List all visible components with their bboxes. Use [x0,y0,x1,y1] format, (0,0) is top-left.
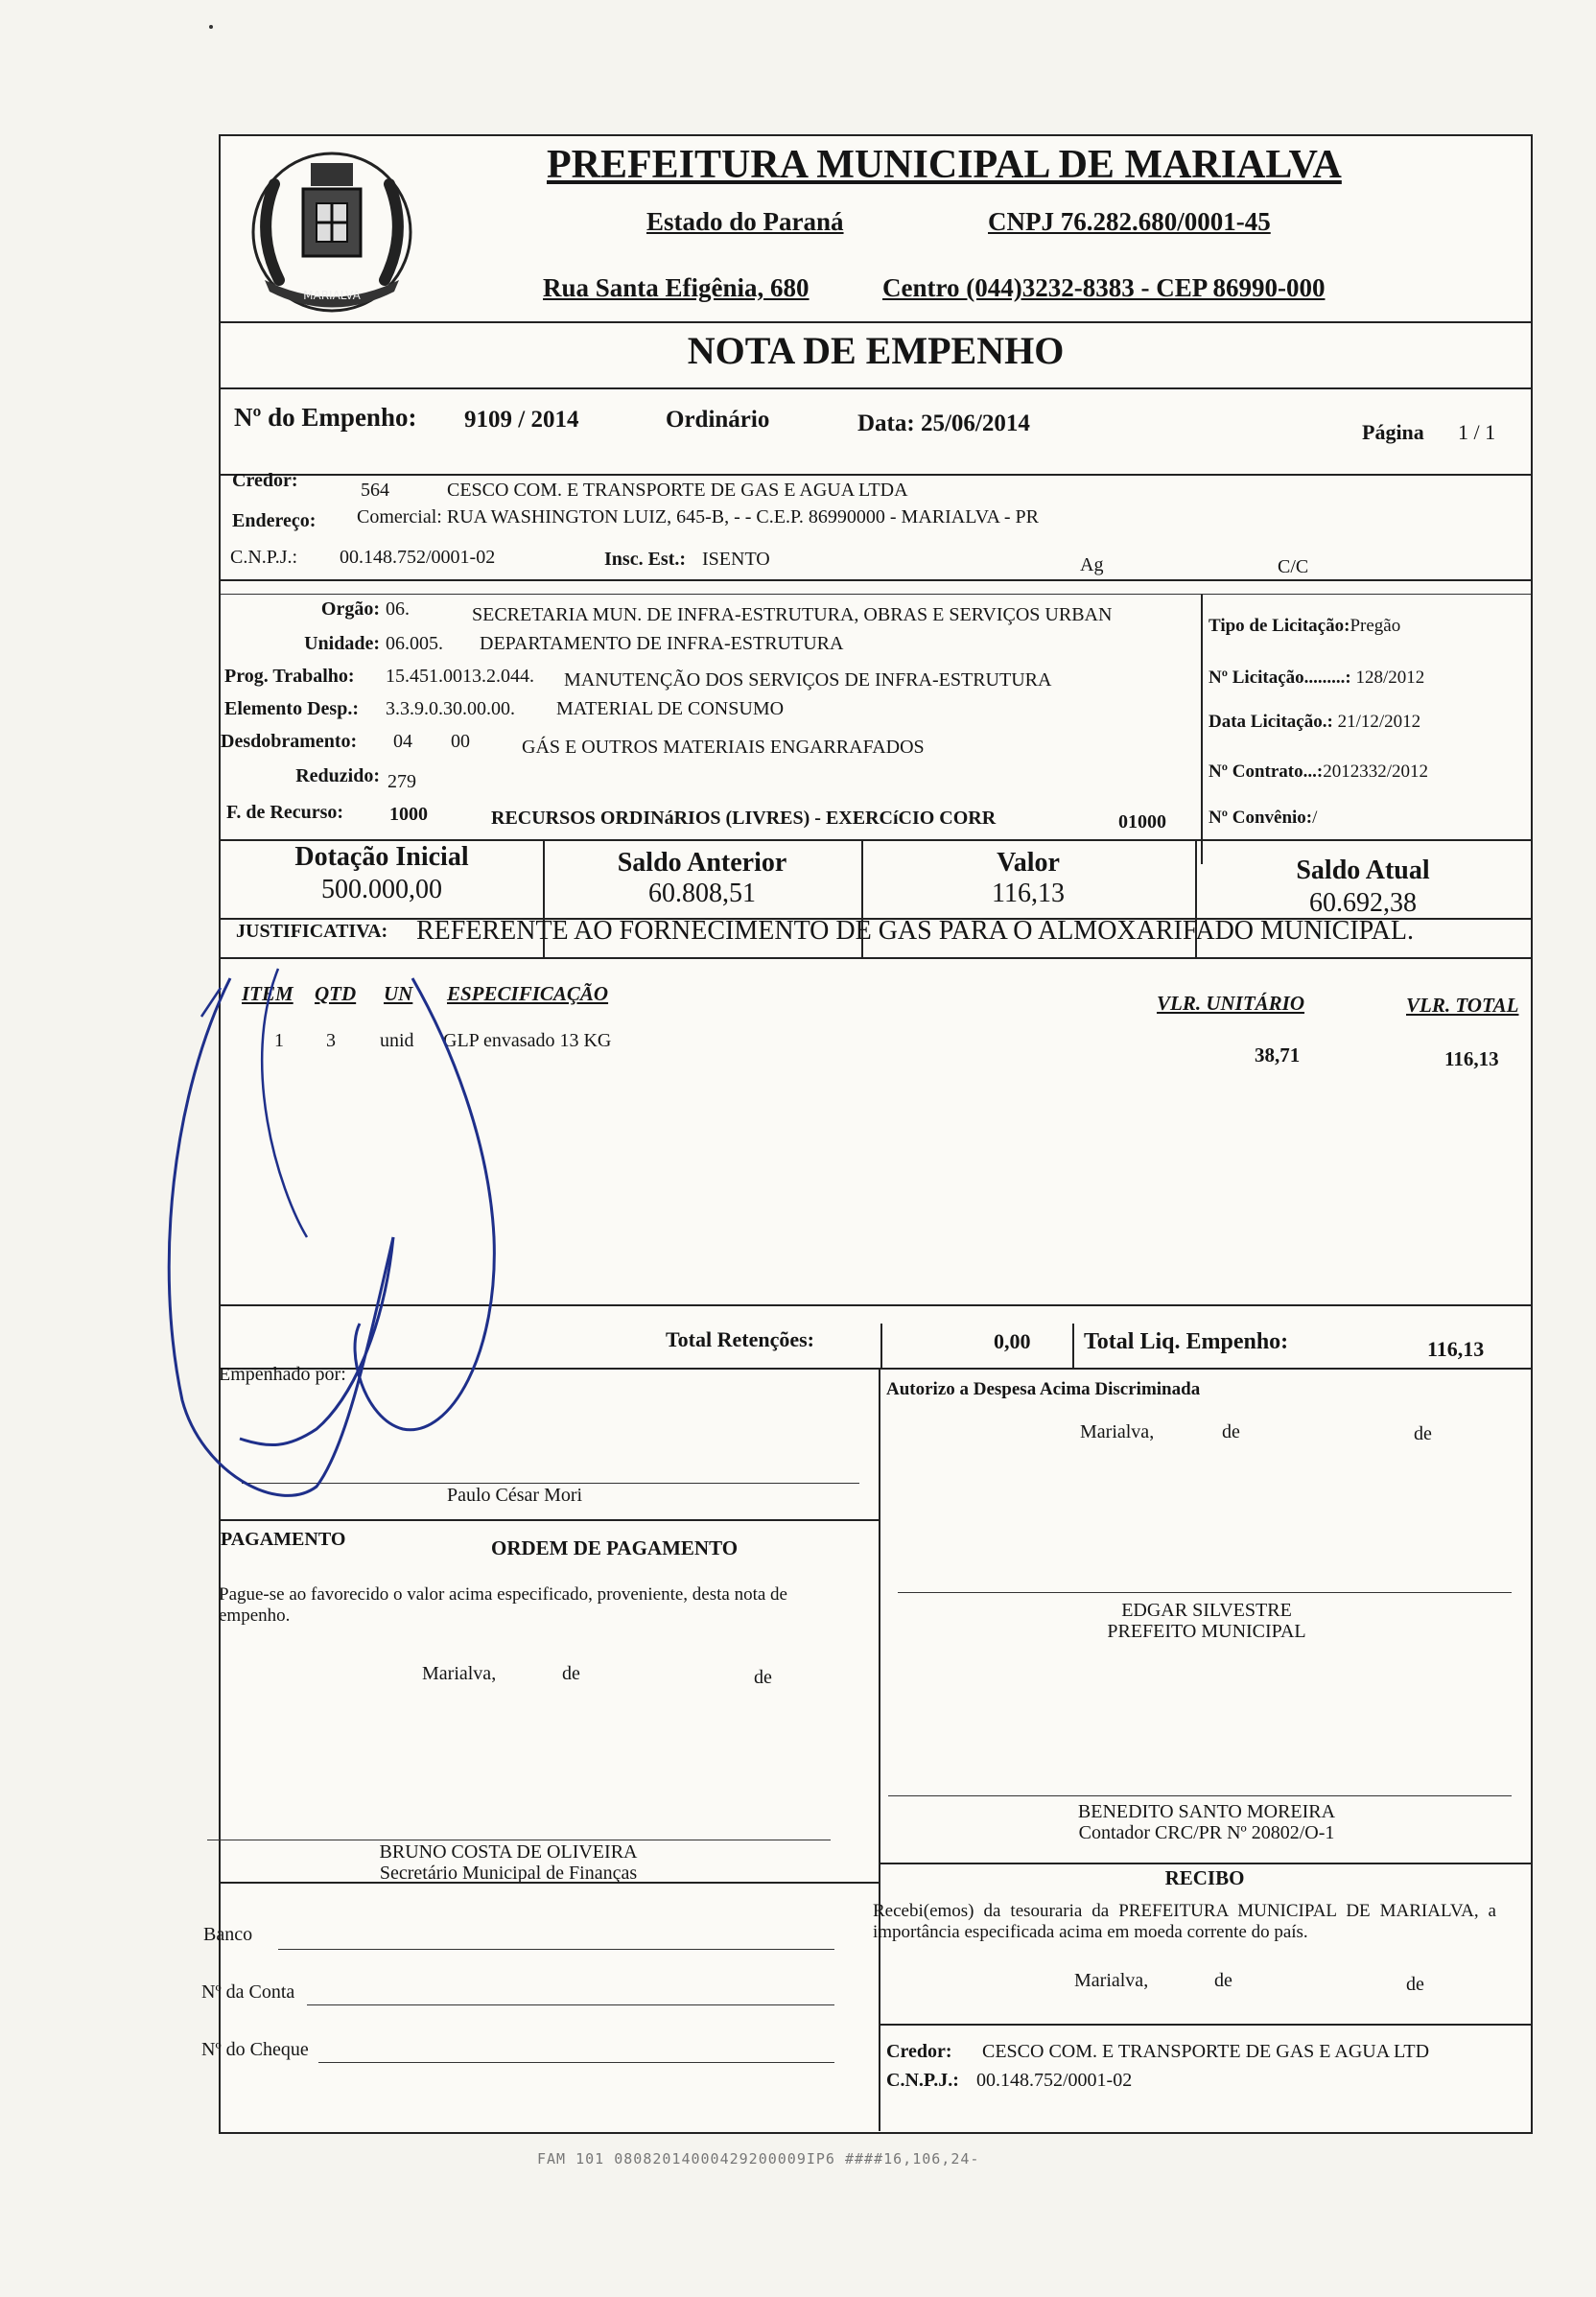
conta-label: Nº da Conta [201,1981,295,2003]
col-item: ITEM [242,982,293,1005]
divider [221,321,1531,323]
elemento-label: Elemento Desp.: [224,698,359,719]
pague-se-text: Pague-se ao favorecido o valor acima especificado, proveniente, desta nota de empenho. [219,1584,787,1626]
cc-label: C/C [1278,556,1309,577]
de-1: de [1222,1421,1240,1442]
bottom-credor-name: CESCO COM. E TRANSPORTE DE GAS E AGUA LTD [982,2041,1430,2062]
divider [221,839,1531,841]
liquido-label: Total Liq. Empenho: [1084,1329,1289,1354]
address-value: Comercial: RUA WASHINGTON LUIZ, 645-B, - - C.E.P. 86990000 - MARIALVA - PR [357,506,1039,527]
page-title: PREFEITURA MUNICIPAL DE MARIALVA [547,143,1342,187]
retencoes-value: 0,00 [994,1329,1031,1353]
orgao-desc: SECRETARIA MUN. DE INFRA-ESTRUTURA, OBRAS E SERVIÇOS URBAN [472,604,1113,625]
prefeito-name: EDGAR SILVESTRE [1121,1600,1292,1621]
licitacao-type-label-text: Tipo de Licitação: [1209,616,1350,636]
divider [221,474,1531,476]
desdob-desc: GÁS E OUTROS MATERIAIS ENGARRAFADOS [522,737,925,758]
ag-label: Ag [1080,554,1104,575]
cnpj-label: CNPJ 76.282.680/0001-45 [988,207,1271,236]
state-label: Estado do Paraná [646,207,844,236]
speck-mark [209,25,213,29]
contact-label: Centro (044)3232-8383 - CEP 86990-000 [882,273,1326,302]
orgao-code: 06. [386,598,410,620]
saldo-atual-label: Saldo Atual [1296,856,1430,885]
cnpj-field-label: C.N.P.J.: [230,547,298,568]
col-qtd: QTD [315,982,357,1005]
recurso-desc: RECURSOS ORDINáRIOS (LIVRES) - EXERCíCIO CORR [491,808,997,829]
contador-name: BENEDITO SANTO MOREIRA [1077,1801,1336,1822]
contrato-row [1209,762,1428,783]
prog-code: 15.451.0013.2.044. [386,666,534,687]
licitacao-type-label [1209,616,1400,637]
saldo-anterior-value: 60.808,51 [648,879,756,908]
reduzido-value: 279 [387,771,416,792]
unidade-label: Unidade: [304,633,380,654]
divider [879,2024,1531,2026]
recurso-number: 01000 [1118,811,1166,832]
cheque-input [318,2062,834,2063]
credor-name: CESCO COM. E TRANSPORTE DE GAS E AGUA LTDA [447,480,908,501]
contador-role: Contador CRC/PR Nº 20802/O-1 [1078,1822,1335,1843]
credor-code: 564 [361,480,389,501]
valor-value: 116,13 [992,879,1065,908]
licitacao-date-value: 21/12/2012 [1337,712,1421,732]
insc-label: Insc. Est.: [604,549,687,570]
street-label: Rua Santa Efigênia, 680 [543,273,810,302]
unidade-desc: DEPARTAMENTO DE INFRA-ESTRUTURA [480,633,844,654]
local-2: Marialva, [422,1663,497,1684]
elemento-desc: MATERIAL DE CONSUMO [556,698,785,719]
conta-input [307,2004,834,2005]
divider [221,594,1531,595]
desdob-label: Desdobramento: [221,731,358,752]
de-6: de [1406,1974,1424,1995]
seal-text: MARIALVA [303,289,361,302]
divider [221,1882,879,1884]
page-number-label: Página [1362,420,1424,444]
banco-label: Banco [203,1924,253,1945]
page-number: 1 / 1 [1458,420,1496,444]
local-1: Marialva, [1080,1421,1155,1442]
row-un: unid [380,1030,414,1051]
bottom-cnpj-value: 00.148.752/0001-02 [976,2070,1133,2091]
divider [221,387,1531,389]
footer-stamp: FAM 101 08082014000429200009IP6 ####16,106,24- [537,2150,980,2168]
saldo-atual-value: 60.692,38 [1309,888,1417,918]
licitacao-number-value: 128/2012 [1355,668,1425,688]
prog-label: Prog. Trabalho: [224,666,355,687]
de-3: de [562,1663,580,1684]
col-total: VLR. TOTAL [1406,994,1519,1017]
divider [1072,1324,1074,1368]
empenho-type: Ordinário [666,407,770,433]
row-total: 116,13 [1444,1047,1499,1070]
convenio-value: / [1312,808,1318,828]
valor-label: Valor [997,848,1060,878]
coat-of-arms-icon [236,136,428,328]
doc-title: NOTA DE EMPENHO [687,329,1065,372]
reduzido-label: Reduzido: [295,765,380,786]
cheque-label: Nº do Cheque [201,2039,309,2060]
contrato-label: Nº Contrato...: [1209,762,1324,782]
col-unit: VLR. UNITÁRIO [1157,992,1305,1015]
liquido-value: 116,13 [1427,1337,1485,1361]
dotacao-inicial-label: Dotação Inicial [294,842,469,872]
credor-label: Credor: [232,470,298,491]
dotacao-inicial-value: 500.000,00 [321,875,442,904]
handwritten-signature [163,949,614,1544]
licitacao-type-value: Pregão [1350,616,1401,636]
desdob-b: 00 [451,731,470,752]
justificativa-label: JUSTIFICATIVA: [236,921,388,942]
ordem-label: ORDEM DE PAGAMENTO [491,1536,739,1559]
signature-line [888,1795,1512,1796]
col-un: UN [384,982,413,1005]
secretario-role: Secretário Municipal de Finanças [379,1863,638,1884]
justificativa-text: REFERENTE AO FORNECIMENTO DE GAS PARA O ALMOXARIFADO MUNICIPAL. [416,916,1415,946]
prefeito-role: PREFEITO MUNICIPAL [1107,1621,1306,1642]
bottom-credor-label: Credor: [886,2041,952,2062]
empenho-number-label: Nº do Empenho: [234,403,417,432]
recibo-text: Recebi(emos) da tesouraria da PREFEITURA MUNICIPAL DE MARIALVA, a importância especificada acima em moeda corrente do país. [873,1901,1496,1942]
de-5: de [1214,1970,1232,1991]
desdob-a: 04 [393,731,412,752]
licitacao-number-label: Nº Licitação.........: [1209,668,1351,688]
licitacao-number-row [1209,668,1424,689]
saldo-anterior-label: Saldo Anterior [617,848,787,878]
de-2: de [1414,1423,1432,1444]
retencoes-label: Total Retenções: [666,1327,814,1351]
address-label: Endereço: [232,510,317,531]
insc-value: ISENTO [702,549,770,570]
row-espec: GLP envasado 13 KG [443,1030,612,1051]
empenho-date: Data: 25/06/2014 [857,410,1030,436]
row-unit: 38,71 [1255,1043,1301,1066]
contrato-value: 2012332/2012 [1323,762,1428,782]
secretario-name: BRUNO COSTA DE OLIVEIRA [379,1841,638,1863]
divider [880,1324,882,1368]
bottom-cnpj-label: C.N.P.J.: [886,2070,959,2091]
row-qtd: 3 [326,1030,336,1051]
banco-input [278,1949,834,1950]
col-espec: ESPECIFICAÇÃO [447,982,609,1005]
convenio-row [1209,808,1317,829]
empenhado-label: Empenhado por: [219,1364,346,1385]
autorizo-label: Autorizo a Despesa Acima Discriminada [886,1379,1201,1399]
divider [1201,594,1203,864]
divider [879,1863,1531,1864]
row-item: 1 [274,1030,284,1051]
cnpj-field-value: 00.148.752/0001-02 [340,547,496,568]
signature-line [898,1592,1512,1593]
licitacao-date-label: Data Licitação.: [1209,712,1333,732]
recibo-label: RECIBO [1164,1866,1245,1889]
licitacao-date-row [1209,712,1420,733]
pagamento-label: PAGAMENTO [221,1529,346,1550]
recurso-code: 1000 [389,804,428,825]
empenho-number: 9109 / 2014 [464,407,579,433]
prog-desc: MANUTENÇÃO DOS SERVIÇOS DE INFRA-ESTRUTURA [564,669,1052,691]
divider [879,1368,880,2131]
orgao-label: Orgão: [320,598,380,620]
de-4: de [754,1667,772,1688]
elemento-code: 3.3.9.0.30.00.00. [386,698,515,719]
empenhado-name: Paulo César Mori [447,1485,583,1506]
divider [221,579,1531,581]
recurso-label: F. de Recurso: [226,802,344,823]
unidade-code: 06.005. [386,633,443,654]
convenio-label: Nº Convênio: [1209,808,1313,828]
local-3: Marialva, [1074,1970,1149,1991]
